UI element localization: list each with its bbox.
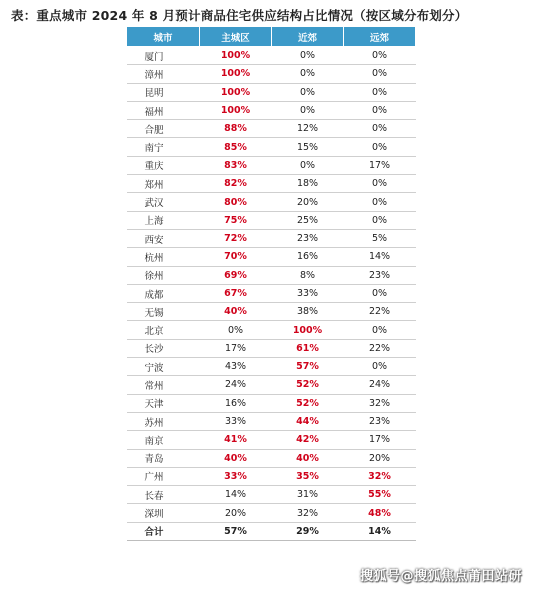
table-row	[127, 284, 416, 302]
header-far-suburb: 远郊	[344, 27, 416, 47]
main-share-cell: 88%	[200, 120, 272, 138]
far-share-cell: 23%	[344, 266, 416, 284]
main-share-cell: 41%	[200, 431, 272, 449]
table-row	[127, 120, 416, 138]
table-row	[127, 504, 416, 522]
main-share-cell: 75%	[200, 211, 272, 229]
near-share-cell: 31%	[272, 486, 344, 504]
table-row	[127, 248, 416, 266]
city-cell: 广州	[127, 467, 200, 485]
city-cell: 厦门	[127, 47, 200, 65]
near-share-cell: 8%	[272, 266, 344, 284]
near-share-cell: 0%	[272, 156, 344, 174]
main-share-cell: 20%	[200, 504, 272, 522]
city-cell: 昆明	[127, 83, 200, 101]
city-cell: 重庆	[127, 156, 200, 174]
table-row	[127, 65, 416, 83]
main-share-cell: 80%	[200, 193, 272, 211]
total-label: 合计	[127, 522, 200, 540]
near-share-cell: 52%	[272, 394, 344, 412]
main-share-cell: 100%	[200, 83, 272, 101]
far-share-cell: 0%	[344, 211, 416, 229]
far-share-cell: 0%	[344, 193, 416, 211]
table-row	[127, 467, 416, 485]
far-share-cell: 0%	[344, 83, 416, 101]
table-row	[127, 412, 416, 430]
near-share-cell: 100%	[272, 321, 344, 339]
main-share-cell: 100%	[200, 65, 272, 83]
table-row	[127, 175, 416, 193]
main-share-cell: 43%	[200, 358, 272, 376]
near-share-cell: 0%	[272, 101, 344, 119]
main-share-cell: 24%	[200, 376, 272, 394]
table-row	[127, 156, 416, 174]
table-row	[127, 47, 416, 65]
table-row	[127, 303, 416, 321]
city-cell: 福州	[127, 101, 200, 119]
far-share-cell: 0%	[344, 321, 416, 339]
supply-structure-table	[126, 26, 416, 541]
city-cell: 深圳	[127, 504, 200, 522]
city-cell: 杭州	[127, 248, 200, 266]
header-near-suburb: 近郊	[272, 27, 344, 47]
near-share-cell: 57%	[272, 358, 344, 376]
table-row	[127, 229, 416, 247]
near-share-cell: 38%	[272, 303, 344, 321]
city-cell: 合肥	[127, 120, 200, 138]
city-cell: 天津	[127, 394, 200, 412]
far-share-cell: 24%	[344, 376, 416, 394]
far-share-cell: 0%	[344, 175, 416, 193]
table-row	[127, 358, 416, 376]
near-share-cell: 32%	[272, 504, 344, 522]
near-share-cell: 61%	[272, 339, 344, 357]
total-main: 57%	[200, 522, 272, 540]
table-row	[127, 339, 416, 357]
city-cell: 武汉	[127, 193, 200, 211]
main-share-cell: 100%	[200, 47, 272, 65]
main-share-cell: 40%	[200, 449, 272, 467]
far-share-cell: 0%	[344, 358, 416, 376]
far-share-cell: 20%	[344, 449, 416, 467]
header-main-district: 主城区	[200, 27, 272, 47]
near-share-cell: 23%	[272, 229, 344, 247]
far-share-cell: 17%	[344, 156, 416, 174]
total-near: 29%	[272, 522, 344, 540]
city-cell: 北京	[127, 321, 200, 339]
city-cell: 长春	[127, 486, 200, 504]
table-row	[127, 83, 416, 101]
table-row	[127, 211, 416, 229]
near-share-cell: 0%	[272, 47, 344, 65]
table-body	[127, 47, 416, 523]
main-share-cell: 82%	[200, 175, 272, 193]
table-row	[127, 101, 416, 119]
main-share-cell: 17%	[200, 339, 272, 357]
city-cell: 南宁	[127, 138, 200, 156]
city-cell: 南京	[127, 431, 200, 449]
main-share-cell: 85%	[200, 138, 272, 156]
near-share-cell: 52%	[272, 376, 344, 394]
far-share-cell: 32%	[344, 394, 416, 412]
table-title: 表：重点城市 2024 年 8 月预计商品住宅供应结构占比情况（按区域分布划分）	[11, 8, 468, 23]
far-share-cell: 0%	[344, 284, 416, 302]
far-share-cell: 0%	[344, 120, 416, 138]
main-share-cell: 72%	[200, 229, 272, 247]
near-share-cell: 0%	[272, 83, 344, 101]
main-share-cell: 16%	[200, 394, 272, 412]
near-share-cell: 33%	[272, 284, 344, 302]
table-header-row	[127, 27, 416, 47]
far-share-cell: 0%	[344, 65, 416, 83]
city-cell: 上海	[127, 211, 200, 229]
table-row	[127, 431, 416, 449]
main-share-cell: 83%	[200, 156, 272, 174]
far-share-cell: 55%	[344, 486, 416, 504]
total-row	[127, 522, 416, 540]
city-cell: 漳州	[127, 65, 200, 83]
far-share-cell: 22%	[344, 339, 416, 357]
city-cell: 长沙	[127, 339, 200, 357]
header-city: 城市	[127, 27, 200, 47]
main-share-cell: 67%	[200, 284, 272, 302]
city-cell: 青岛	[127, 449, 200, 467]
near-share-cell: 44%	[272, 412, 344, 430]
near-share-cell: 42%	[272, 431, 344, 449]
near-share-cell: 35%	[272, 467, 344, 485]
watermark: 搜狐号@搜狐焦点莆田站研	[360, 569, 523, 584]
main-share-cell: 69%	[200, 266, 272, 284]
near-share-cell: 15%	[272, 138, 344, 156]
far-share-cell: 0%	[344, 101, 416, 119]
near-share-cell: 16%	[272, 248, 344, 266]
table-row	[127, 394, 416, 412]
far-share-cell: 17%	[344, 431, 416, 449]
main-share-cell: 33%	[200, 412, 272, 430]
total-far: 14%	[344, 522, 416, 540]
main-share-cell: 14%	[200, 486, 272, 504]
main-share-cell: 40%	[200, 303, 272, 321]
far-share-cell: 48%	[344, 504, 416, 522]
city-cell: 成都	[127, 284, 200, 302]
near-share-cell: 40%	[272, 449, 344, 467]
far-share-cell: 23%	[344, 412, 416, 430]
far-share-cell: 22%	[344, 303, 416, 321]
far-share-cell: 32%	[344, 467, 416, 485]
main-share-cell: 33%	[200, 467, 272, 485]
table-row	[127, 449, 416, 467]
table-row	[127, 321, 416, 339]
table-row	[127, 138, 416, 156]
table-row	[127, 376, 416, 394]
table-row	[127, 266, 416, 284]
city-cell: 西安	[127, 229, 200, 247]
city-cell: 郑州	[127, 175, 200, 193]
near-share-cell: 12%	[272, 120, 344, 138]
city-cell: 常州	[127, 376, 200, 394]
far-share-cell: 5%	[344, 229, 416, 247]
main-share-cell: 70%	[200, 248, 272, 266]
far-share-cell: 0%	[344, 138, 416, 156]
far-share-cell: 14%	[344, 248, 416, 266]
table-row	[127, 193, 416, 211]
city-cell: 宁波	[127, 358, 200, 376]
near-share-cell: 0%	[272, 65, 344, 83]
city-cell: 苏州	[127, 412, 200, 430]
table-row	[127, 486, 416, 504]
city-cell: 徐州	[127, 266, 200, 284]
near-share-cell: 18%	[272, 175, 344, 193]
main-share-cell: 100%	[200, 101, 272, 119]
near-share-cell: 25%	[272, 211, 344, 229]
near-share-cell: 20%	[272, 193, 344, 211]
far-share-cell: 0%	[344, 47, 416, 65]
city-cell: 无锡	[127, 303, 200, 321]
main-share-cell: 0%	[200, 321, 272, 339]
